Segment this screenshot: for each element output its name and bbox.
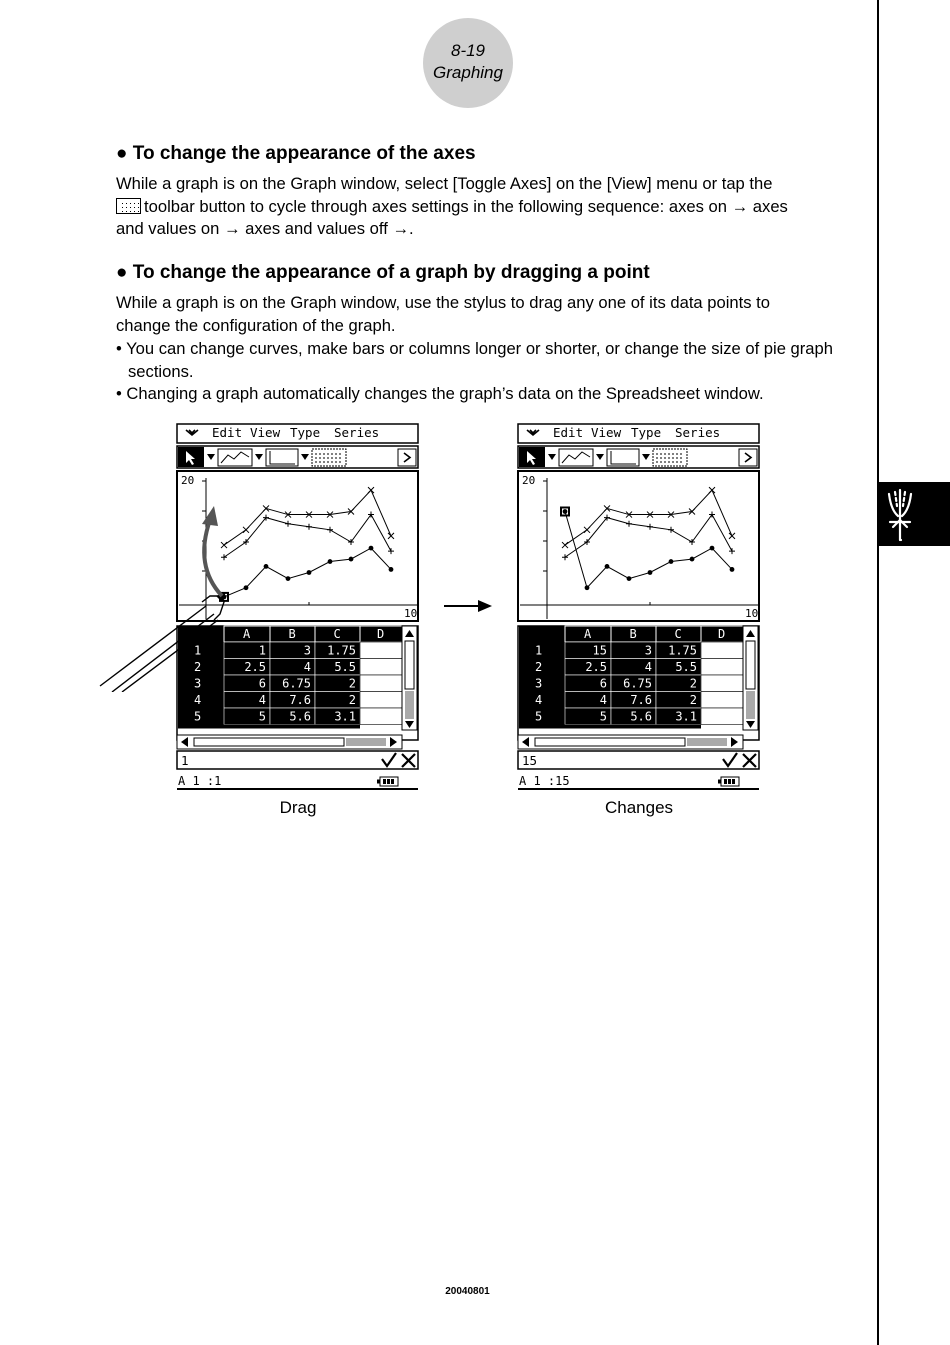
row-number: 5 bbox=[194, 709, 202, 724]
status-text: A 1 :15 bbox=[519, 774, 570, 788]
table-cell[interactable] bbox=[701, 642, 743, 659]
table-cell[interactable] bbox=[701, 692, 743, 709]
table-cell: 2 bbox=[348, 693, 356, 707]
series-3-point[interactable] bbox=[585, 585, 590, 590]
footer-code: 20040801 bbox=[445, 1286, 490, 1297]
table-cell: 2 bbox=[689, 676, 697, 691]
row-number: 3 bbox=[194, 676, 202, 691]
table-cell: 2 bbox=[689, 693, 697, 707]
y-axis-max-label: 20 bbox=[181, 474, 195, 487]
series-3-point[interactable] bbox=[605, 564, 610, 569]
table-cell: 4 bbox=[599, 693, 607, 707]
column-header-b[interactable]: B bbox=[629, 627, 637, 641]
series-3-point[interactable] bbox=[730, 567, 735, 572]
table-cell[interactable] bbox=[360, 708, 402, 725]
table-cell[interactable] bbox=[360, 675, 402, 692]
menu-item-edit[interactable]: Edit bbox=[212, 425, 243, 440]
table-cell: 3.1 bbox=[675, 709, 697, 724]
table-cell: 3 bbox=[644, 643, 652, 658]
column-header-d[interactable]: D bbox=[377, 627, 385, 641]
table-cell: 5.5 bbox=[675, 660, 697, 674]
x-axis-max-label: 10 bbox=[745, 607, 759, 620]
table-cell: 7.6 bbox=[289, 693, 311, 707]
table-cell: 5 bbox=[258, 709, 266, 724]
table-cell: 7.6 bbox=[630, 693, 652, 707]
status-text: A 1 :1 bbox=[178, 774, 222, 788]
row-number: 3 bbox=[535, 676, 543, 691]
series-3-point[interactable] bbox=[286, 576, 291, 581]
spreadsheet bbox=[518, 626, 759, 740]
series-3-point[interactable] bbox=[389, 567, 394, 572]
vertical-scrollbar[interactable] bbox=[743, 626, 758, 730]
series-3-point[interactable] bbox=[690, 557, 695, 562]
column-header-d[interactable]: D bbox=[718, 627, 726, 641]
table-cell: 4 bbox=[258, 693, 266, 707]
row-number: 2 bbox=[535, 660, 543, 674]
table-row[interactable] bbox=[178, 708, 402, 725]
column-header-a[interactable]: A bbox=[584, 627, 592, 641]
page-number-badge bbox=[423, 18, 513, 108]
table-cell[interactable] bbox=[701, 675, 743, 692]
graph-window[interactable] bbox=[518, 471, 759, 621]
table-row[interactable] bbox=[519, 692, 743, 709]
menu-item-view[interactable]: View bbox=[250, 425, 281, 440]
chapter-tab bbox=[879, 482, 950, 546]
row-number: 4 bbox=[535, 693, 543, 707]
bullet-curves: • You can change curves, make bars or columns longer or shorter, or change the size of pie graph sections. bbox=[116, 339, 833, 381]
bullet-spreadsheet: • Changing a graph automatically changes the graph’s data on the Spreadsheet window. bbox=[116, 384, 764, 403]
table-cell: 6 bbox=[599, 676, 607, 691]
table-cell: 5.6 bbox=[630, 709, 652, 724]
vertical-scrollbar[interactable] bbox=[402, 626, 417, 730]
table-cell: 15 bbox=[592, 643, 607, 658]
column-header-a[interactable]: A bbox=[243, 627, 251, 641]
table-cell: 2 bbox=[348, 676, 356, 691]
horizontal-scrollbar[interactable] bbox=[518, 735, 743, 749]
table-row[interactable] bbox=[519, 675, 743, 692]
drag-intro-2: change the configuration of the graph. bbox=[116, 315, 396, 335]
series-3-point[interactable] bbox=[669, 559, 674, 564]
table-cell: 6.75 bbox=[623, 676, 652, 691]
page-section: Graphing bbox=[433, 63, 503, 82]
series-3-point[interactable] bbox=[349, 557, 354, 562]
x-axis-max-label: 10 bbox=[404, 607, 418, 620]
axes-description bbox=[116, 173, 858, 241]
caption-after: Changes bbox=[604, 798, 674, 817]
heading-drag-text: To change the appearance of a graph by dragging a point bbox=[132, 262, 650, 283]
table-cell: 2.5 bbox=[244, 660, 266, 674]
menu-item-view[interactable]: View bbox=[591, 425, 622, 440]
series-3-point[interactable] bbox=[244, 585, 249, 590]
series-3-point[interactable] bbox=[648, 570, 653, 575]
row-number: 2 bbox=[194, 660, 202, 674]
toolbar-scroll-button[interactable] bbox=[398, 449, 416, 466]
table-cell: 2.5 bbox=[585, 660, 607, 674]
row-number: 5 bbox=[535, 709, 543, 724]
row-number: 1 bbox=[194, 643, 202, 658]
caption-before: Drag bbox=[279, 798, 317, 817]
table-cell: 1 bbox=[258, 643, 266, 658]
entry-value: 15 bbox=[522, 753, 538, 768]
table-cell: 3.1 bbox=[334, 709, 356, 724]
table-cell: 1.75 bbox=[668, 643, 697, 658]
table-cell[interactable] bbox=[701, 708, 743, 725]
series-3-point[interactable] bbox=[307, 570, 312, 575]
series-3-point[interactable] bbox=[369, 546, 374, 551]
table-cell: 5.5 bbox=[334, 660, 356, 674]
heading-axes-text: To change the appearance of the axes bbox=[132, 143, 476, 164]
axes-line-1: While a graph is on the Graph window, select [Toggle Axes] on the [View] menu or tap the bbox=[116, 174, 773, 193]
axes-line-2 bbox=[116, 196, 858, 219]
toggle-axes-icon bbox=[116, 198, 141, 214]
table-cell: 4 bbox=[644, 660, 652, 674]
drag-arrow-icon bbox=[190, 504, 230, 604]
column-header-c[interactable]: C bbox=[674, 627, 682, 641]
stylus-icon bbox=[98, 592, 228, 692]
series-3-point[interactable] bbox=[264, 564, 269, 569]
heading-drag: ● To change the appearance of a graph by dragging a point bbox=[116, 262, 650, 283]
menu-item-type[interactable]: Type bbox=[631, 425, 662, 440]
column-header-c[interactable]: C bbox=[333, 627, 341, 641]
series-3-point[interactable] bbox=[710, 546, 715, 551]
table-row[interactable] bbox=[519, 708, 743, 725]
page-right-rule bbox=[877, 0, 879, 1345]
screen-after bbox=[517, 423, 761, 791]
table-cell: 4 bbox=[303, 660, 311, 674]
table-cell: 3 bbox=[303, 643, 311, 658]
menu-item-series[interactable]: Series bbox=[675, 425, 721, 440]
table-cell[interactable] bbox=[360, 642, 402, 659]
series-3-point[interactable] bbox=[627, 576, 632, 581]
row-number: 1 bbox=[535, 643, 543, 658]
heading-axes: ● To change the appearance of the axes bbox=[116, 143, 476, 164]
table-cell[interactable] bbox=[360, 659, 402, 676]
table-row[interactable] bbox=[519, 659, 743, 676]
table-cell: 6 bbox=[258, 676, 266, 691]
toolbar-scroll-button[interactable] bbox=[739, 449, 757, 466]
table-row[interactable] bbox=[178, 692, 402, 709]
entry-value: 1 bbox=[181, 753, 189, 768]
drag-intro-1: While a graph is on the Graph window, use the stylus to drag any one of its data points to bbox=[116, 293, 770, 312]
axes-line-3: and values on → axes and values off →. bbox=[116, 219, 414, 238]
axes-line-2-text: toolbar button to cycle through axes settings in the following sequence: axes on → axes bbox=[144, 196, 788, 216]
menu-item-type[interactable]: Type bbox=[290, 425, 321, 440]
battery-icon bbox=[718, 777, 739, 786]
horizontal-scrollbar[interactable] bbox=[177, 735, 402, 749]
drag-description bbox=[116, 292, 858, 337]
column-header-b[interactable]: B bbox=[288, 627, 296, 641]
series-3-point[interactable] bbox=[328, 559, 333, 564]
battery-icon bbox=[377, 777, 398, 786]
graphing-chapter-icon bbox=[879, 482, 950, 546]
table-row[interactable] bbox=[519, 642, 743, 659]
menu-item-edit[interactable]: Edit bbox=[553, 425, 584, 440]
row-number: 4 bbox=[194, 693, 202, 707]
series-3-point[interactable] bbox=[563, 509, 568, 514]
transition-arrow-icon bbox=[442, 598, 494, 614]
table-cell: 5.6 bbox=[289, 709, 311, 724]
page-number: 8-19 bbox=[450, 41, 486, 60]
menu-item-series[interactable]: Series bbox=[334, 425, 380, 440]
table-cell: 6.75 bbox=[282, 676, 311, 691]
table-cell: 5 bbox=[599, 709, 607, 724]
table-cell[interactable] bbox=[360, 692, 402, 709]
table-cell[interactable] bbox=[701, 659, 743, 676]
table-cell: 1.75 bbox=[327, 643, 356, 658]
y-axis-max-label: 20 bbox=[522, 474, 536, 487]
